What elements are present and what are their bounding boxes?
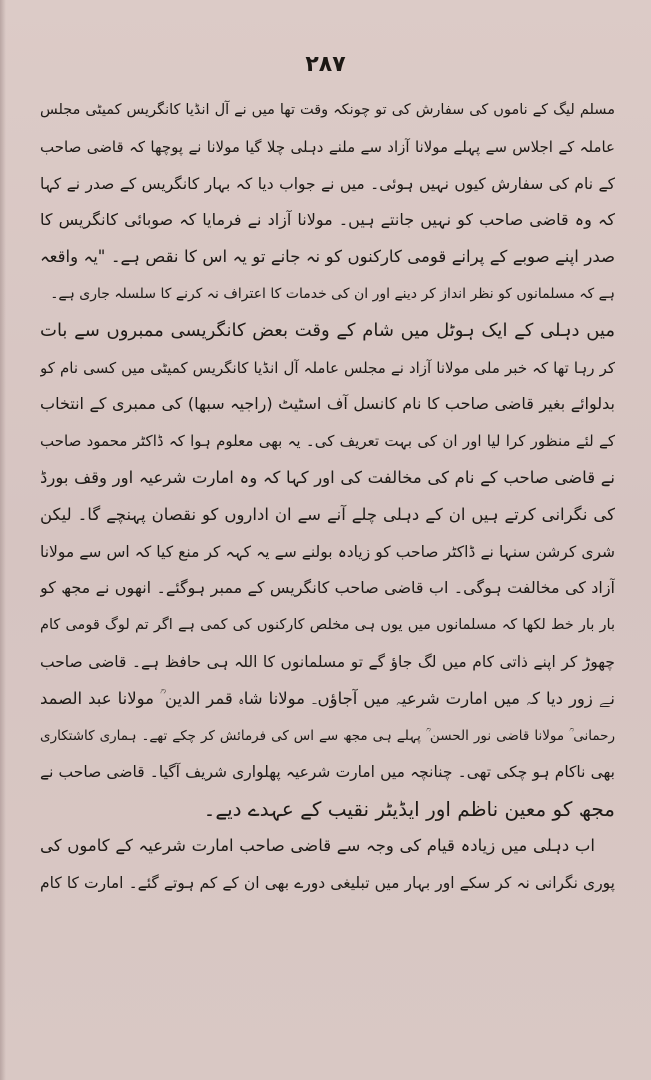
text-line: کے نام کی سفارش کیوں نہیں ہوئی۔ میں نے جواب دیا کہ بہار کانگریس کے صدر نے کہا bbox=[40, 174, 615, 193]
text-line: میں دہلی کے ایک ہوٹل میں شام کے وقت بعض کانگریسی ممبروں سے بات bbox=[40, 319, 615, 341]
text-line: مجھ کو معین ناظم اور ایڈیٹر نقیب کے عہدے دیے۔ bbox=[203, 797, 615, 822]
text-line: کی نگرانی کرتے ہیں ان کے دہلی چلے آنے سے ان اداروں کو نقصان پہنچے گا۔ لیکن bbox=[40, 504, 615, 524]
text-line: کے لئے منظور کرا لیا اور ان کی بہت تعریف کی۔ یہ بھی معلوم ہوا کہ ڈاکٹر محمود صاحب bbox=[40, 432, 615, 451]
text-line: کر رہا تھا کہ خبر ملی مولانا آزاد نے مجلس عاملہ آل انڈیا کانگریس کمیٹی میں کسی نام کو bbox=[40, 358, 615, 377]
text-line: پوری نگرانی نہ کر سکے اور بہار میں تبلیغی دورے بھی ان کے کم ہوتے گئے۔ امارت کا کام bbox=[40, 873, 615, 892]
text-line: شری کرشن سنہا نے ڈاکٹر صاحب کو زیادہ بولنے سے یہ کہہ کر منع کیا کہ اس سے مولانا bbox=[40, 542, 615, 561]
text-line: نے قاضی صاحب کے نام کی مخالفت کی اور کہا کہ وہ امارت شرعیہ اور وقف بورڈ bbox=[40, 467, 615, 487]
page-edge-shadow bbox=[0, 0, 6, 1080]
text-line: رحمانی ؒ مولانا قاضی نور الحسن ؒ پہلے ہی مجھ سے اس کی فرمائش کر چکے تھے۔ ہماری کاشتکاری bbox=[40, 727, 615, 744]
text-line: بار بار خط لکھا کہ مسلمانوں میں یوں ہی مخلص کارکنوں کی کمی ہے اگر تم لوگ قومی کام bbox=[40, 617, 615, 634]
text-line: ہے کہ مسلمانوں کو نظر انداز کر دینے اور ان کی خدمات کا اعتراف نہ کرنے کا سلسلہ جاری ہے۔ bbox=[50, 285, 615, 302]
text-line: آزاد کی مخالفت ہوگی۔ اب قاضی صاحب کانگریس کے ممبر ہوگئے۔ انھوں نے مجھ کو bbox=[40, 578, 615, 598]
text-line: نے زور دیا کہ میں امارت شرعیہ میں آجاؤں۔ مولانا شاہ قمر الدین ؒ مولانا عبد الصمد bbox=[40, 688, 615, 708]
text-line: چھوڑ کر اپنے ذاتی کام میں لگ جاؤ گے تو مسلمانوں کا اللہ ہی حافظ ہے۔ قاضی صاحب bbox=[40, 652, 615, 671]
text-line: بھی ناکام ہو چکی تھی۔ چنانچہ میں امارت شرعیہ پھلواری شریف آگیا۔ قاضی صاحب نے bbox=[40, 763, 615, 782]
page-text-body bbox=[40, 92, 615, 902]
text-line: کہ وہ قاضی صاحب کو نہیں جانتے ہیں۔ مولانا آزاد نے فرمایا کہ صوبائی کانگریس کا bbox=[40, 210, 615, 230]
text-line: مسلم لیگ کے ناموں کی سفارش کی تو چونکہ وقت تھا میں نے آل انڈیا کانگریس کمیٹی مجلس bbox=[40, 102, 615, 118]
text-line: بدلوائے بغیر قاضی صاحب کا نام کانسل آف اسٹیٹ (راجیہ سبھا) کی ممبری کے انتخاب bbox=[40, 394, 615, 414]
text-line: صدر اپنے صوبے کے پرانے قومی کارکنوں کو نہ جانے تو یہ اس کا نقص ہے۔ "یہ واقعہ bbox=[40, 247, 615, 267]
text-line: عاملہ کے اجلاس سے پہلے مولانا آزاد سے ملنے دہلی چلا گیا مولانا نے پوچھا کہ قاضی صاحب bbox=[40, 137, 615, 156]
page-number: ۲۸۷ bbox=[305, 52, 346, 77]
text-line: اب دہلی میں زیادہ قیام کی وجہ سے قاضی صاحب امارت شرعیہ کے کاموں کی bbox=[40, 835, 595, 855]
